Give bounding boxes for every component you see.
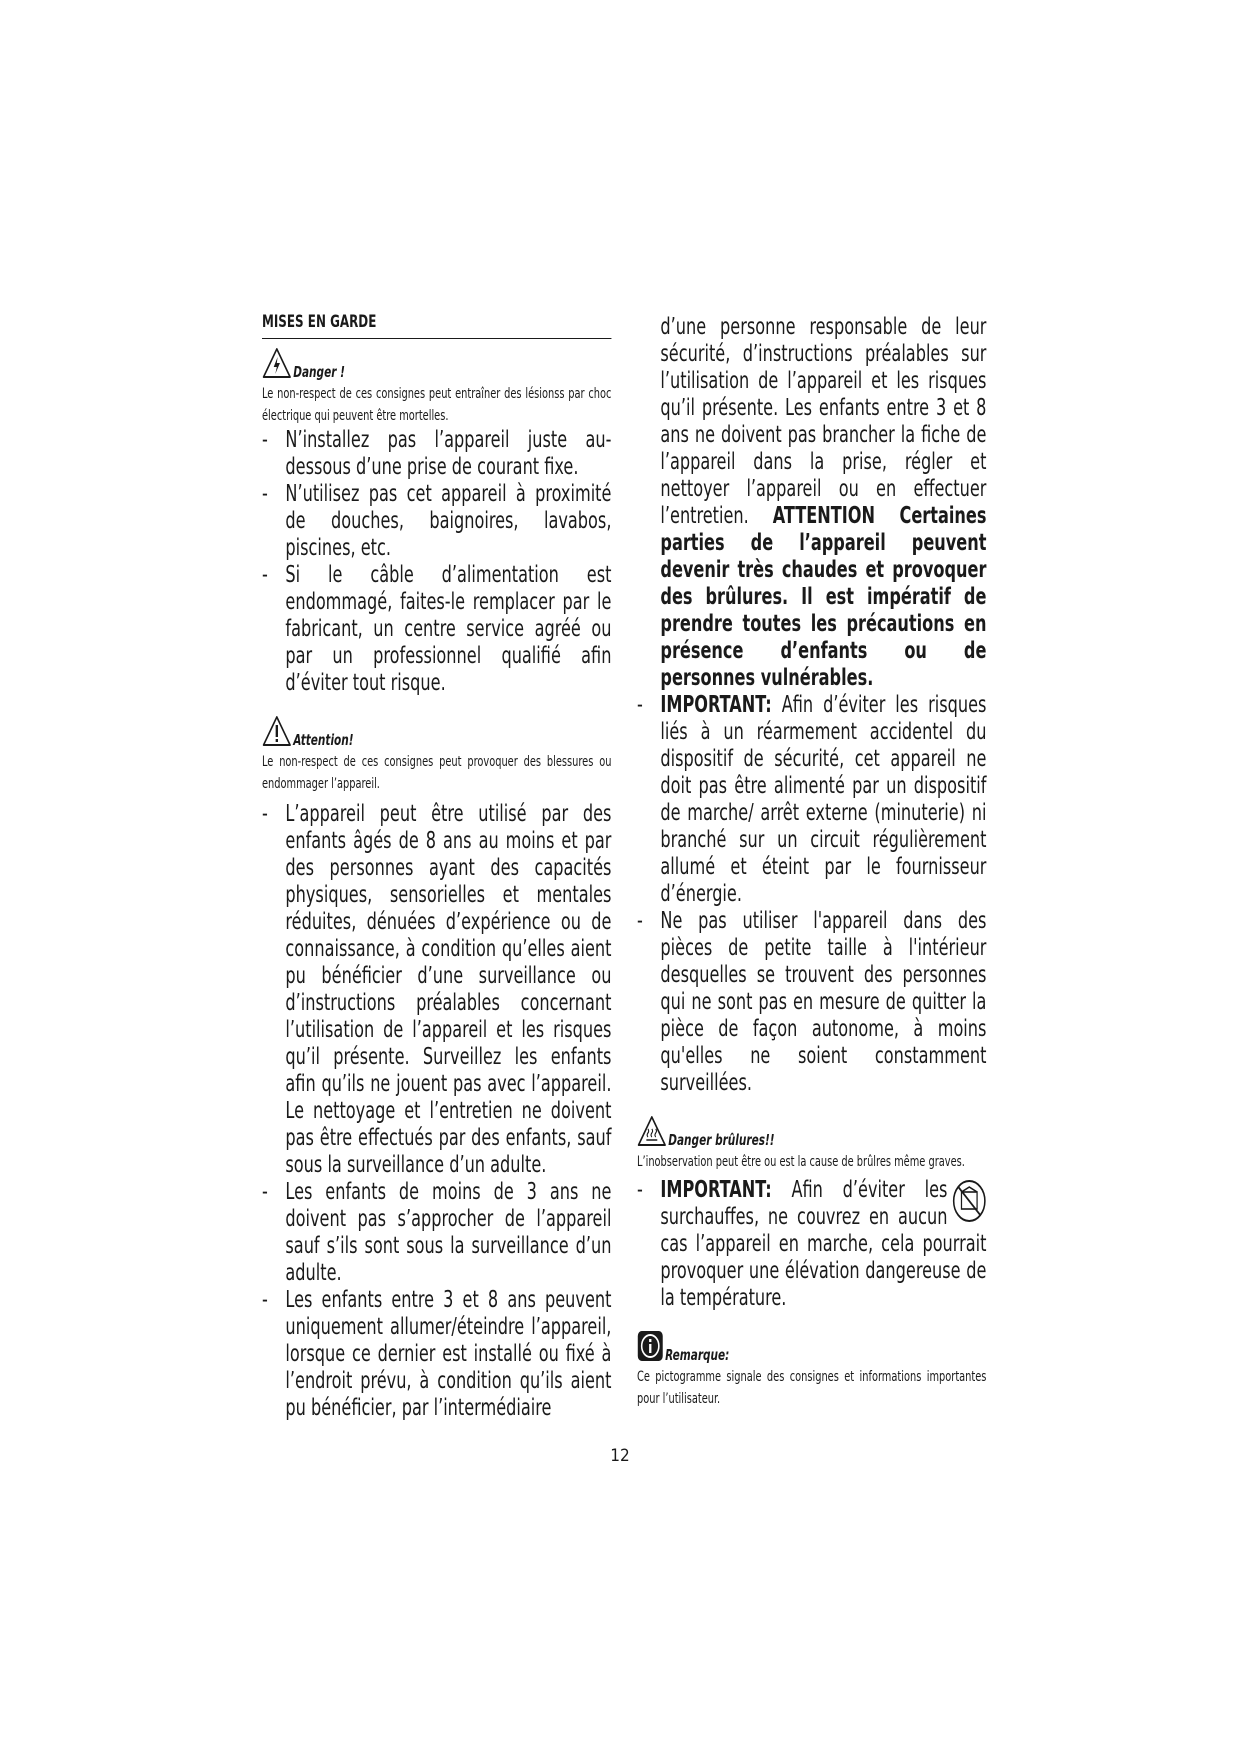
list-item — [637, 692, 986, 908]
list-item: - N’utilisez pas cet appareil à proximité de douches, baignoires, lavabos, piscines, etc. — [262, 481, 611, 562]
danger-note: Le non-respect de ces consignes peut entraîner des lésionss par choc électrique qui peuvent être mortelles. — [262, 386, 612, 424]
page-number: 12 — [610, 1446, 630, 1466]
list-item: - Si le câble d’alimentation est endommagé, faites-le remplacer par le fabricant, un centre service agréé ou par un professionnel qualifié afin d’éviter tout risque. — [262, 562, 611, 697]
list-item: - N’installez pas l’appareil juste au-dessous d’une prise de courant fixe. — [262, 427, 611, 481]
continuation-text: d’une personne responsable de leur sécurité, d’instructions préalables sur l’utilisation de l’appareil et les risques qu’il présente. Les enfants entre 3 et 8 ans ne doivent pas brancher la fiche de l’appareil dans la prise, régler et nettoyer l’appareil ou en effectuer l’entretien. — [660, 314, 987, 529]
important-list — [637, 692, 986, 1097]
list-item: - Ne pas utiliser l'appareil dans des pièces de petite taille à l'intérieur desquelles se trouvent des personnes qui ne sont pas en mesure de quitter la pièce de façon autonome, à moins qu'elles ne soient constamment surveillées. — [637, 908, 986, 1097]
burn-note: L’inobservation peut être ou est la cause de brûlres même graves. — [637, 1154, 965, 1170]
remark-heading — [637, 1330, 986, 1366]
burn-item-text: Afin d’éviter les surchauffes, ne couvrez en aucun cas l’appareil en marche, cela pourrait provoquer une élévation dangereuse de la température. — [660, 1177, 987, 1311]
continuation-bold: ATTENTION Certaines parties de l’appareil peuvent devenir très chaudes et provoquer des brûlures. Il est impératif de prendre toutes les précautions en présence d’enfants ou de personnes vulnérables. — [660, 503, 987, 691]
attention-label: Attention! — [293, 731, 354, 749]
danger-label: Danger ! — [293, 363, 345, 381]
burn-list — [637, 1177, 986, 1312]
burn-label: Danger brûlures!! — [668, 1131, 775, 1149]
burn-important-lead: IMPORTANT: — [660, 1177, 772, 1203]
danger-electric-icon — [262, 347, 292, 383]
do-not-cover-icon — [952, 1179, 986, 1230]
remark-label: Remarque: — [665, 1346, 730, 1364]
left-column — [262, 312, 612, 1422]
section-title: MISES EN GARDE — [262, 312, 611, 339]
list-item: - L’appareil peut être utilisé par des enfants âgés de 8 ans au moins et par des personnes ayant des capacités physiques, sensorielles et mentales réduites, dénuées d’expérience ou de connaissance, à condition qu’elles aient pu bénéficier d’une surveillance ou d’instructions préalables concernant l’utilisation de l’appareil et les risques qu’il présente. Surveillez les enfants afin qu’ils ne jouent pas avec l’appareil. Le nettoyage et l’entretien ne doivent pas être effectués par des enfants, sauf sous la surveillance d’un adulte. — [262, 801, 611, 1179]
danger-heading — [262, 347, 611, 383]
info-icon — [637, 1330, 664, 1366]
continuation-paragraph — [637, 314, 986, 692]
list-item — [637, 1177, 986, 1312]
list-item-text: Afin d’éviter les risques liés à un réarmement accidentel du dispositif de sécurité, cet appareil ne doit pas être alimenté par un dispositif de marche/ arrêt externe (minuterie) ni branché sur un circuit régulièrement allumé et éteint par le fournisseur d’énergie. — [660, 692, 987, 907]
burn-heading — [637, 1115, 986, 1151]
attention-note: Le non-respect de ces consignes peut provoquer des blessures ou endommager l’appareil. — [262, 754, 612, 792]
list-item: - Les enfants entre 3 et 8 ans peuvent uniquement allumer/éteindre l’appareil, lorsque ce dernier est installé ou fixé à l’endroit prévu, à condition qu’ils aient pu bénéficier, par l’intermédiaire — [262, 1287, 611, 1422]
attention-icon — [262, 715, 292, 751]
important-lead: IMPORTANT: — [660, 692, 772, 718]
right-column — [637, 314, 987, 1410]
attention-list — [262, 801, 611, 1422]
danger-list — [262, 427, 611, 697]
remark-note: Ce pictogramme signale des consignes et informations importantes pour l’utilisateur. — [637, 1369, 987, 1407]
list-item: - Les enfants de moins de 3 ans ne doivent pas s’approcher de l’appareil sauf s’ils sont sous la surveillance d’un adulte. — [262, 1179, 611, 1287]
hot-surface-icon — [637, 1115, 667, 1151]
attention-heading — [262, 715, 611, 751]
